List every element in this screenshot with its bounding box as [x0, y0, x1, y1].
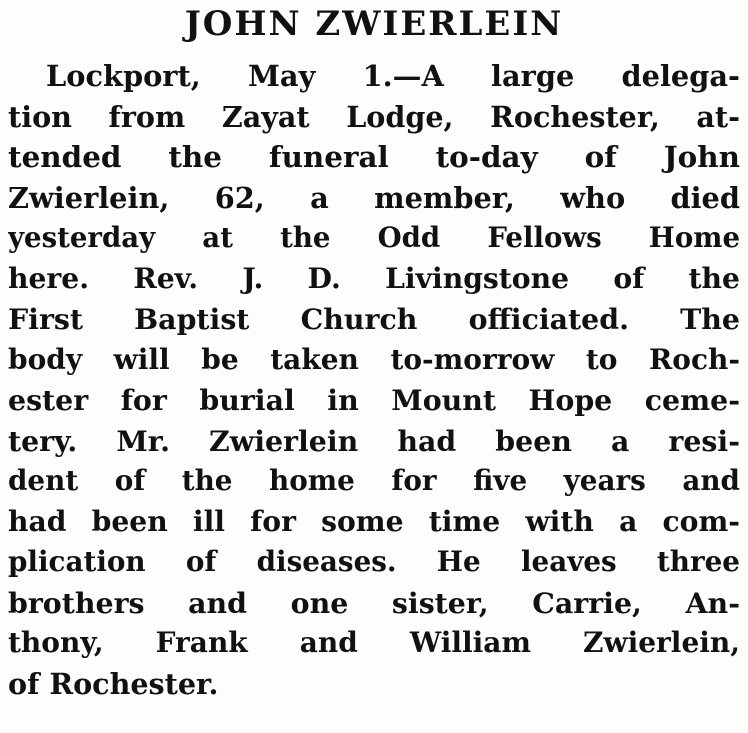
article-line: First Baptist Church officiated. The [8, 302, 740, 336]
article-line: thony, Frank and William Zwierlein, [8, 626, 740, 659]
article-line: plication of diseases. He leaves three [8, 545, 740, 578]
article-line: body will be taken to-morrow to Roch- [8, 342, 740, 376]
article-line: ester for burial in Mount Hope ceme- [8, 383, 740, 417]
article-line: Zwierlein, 62, a member, who died [8, 180, 740, 215]
article-body [8, 56, 740, 704]
article-line: of Rochester. [8, 666, 219, 701]
article-line: had been ill for some time with a com- [8, 504, 740, 538]
article-line: tion from Zayat Lodge, Rochester, at- [8, 99, 740, 134]
article-line: yesterday at the Odd Fellows Home [8, 221, 740, 254]
article-line: here. Rev. J. D. Livingstone of the [8, 261, 740, 295]
article-line: dent of the home for five years and [8, 464, 740, 497]
article-line: brothers and one sister, Carrie, An- [8, 585, 740, 620]
article-line: tended the funeral to-day of John [8, 139, 740, 174]
article-line: Lockport, May 1.—A large delega- [46, 59, 740, 93]
article-line: tery. Mr. Zwierlein had been a resi- [8, 423, 740, 458]
article-headline: JOHN ZWIERLEIN [184, 4, 564, 44]
